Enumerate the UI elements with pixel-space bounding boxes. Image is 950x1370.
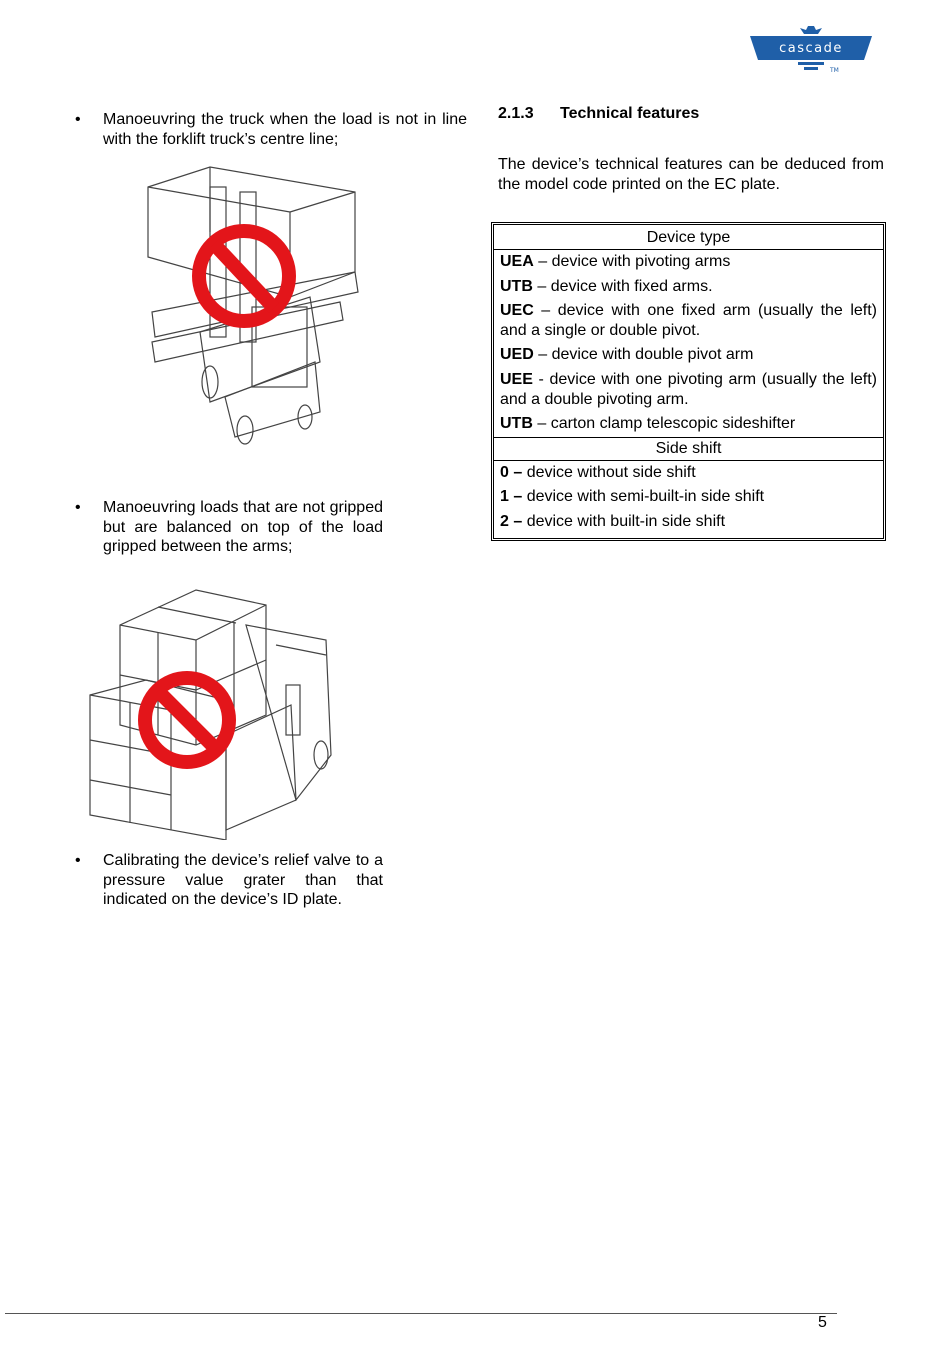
bullet-text: Calibrating the device’s relief valve to a pressure value grater than that indicated on the device’s ID plate. xyxy=(103,852,383,909)
misaligned-load-illustration xyxy=(140,162,370,447)
side-shift-header: Side shift xyxy=(494,437,883,461)
table-row xyxy=(494,461,883,486)
section-number: 2.1.3 xyxy=(498,105,534,122)
footer-rule xyxy=(5,1313,837,1314)
row-code: 1 xyxy=(500,488,509,506)
row-separator: – xyxy=(508,512,527,530)
row-desc: device with one fixed arm (usually the left) and a single or double pivot. xyxy=(500,302,877,339)
row-separator: – xyxy=(533,302,558,320)
row-separator: - xyxy=(532,370,550,388)
row-desc: device with double pivot arm xyxy=(551,346,754,364)
row-code: 0 xyxy=(500,463,509,481)
row-desc: device without side shift xyxy=(526,463,696,481)
row-code: UED xyxy=(500,346,534,364)
device-type-header: Device type xyxy=(494,225,883,250)
bullet-item-balanced-load xyxy=(75,498,383,557)
cascade-logo xyxy=(748,24,874,74)
section-title: Technical features xyxy=(560,105,700,122)
bullet-text: Manoeuvring loads that are not gripped but are balanced on top of the load gripped between the arms; xyxy=(103,499,383,556)
row-separator: – xyxy=(508,488,527,506)
row-desc: carton clamp telescopic sideshifter xyxy=(550,415,796,433)
table-row xyxy=(494,412,883,437)
row-separator: – xyxy=(533,253,552,270)
bullet-marker: • xyxy=(75,852,81,869)
row-code: UEA xyxy=(500,253,534,270)
row-code: UTB xyxy=(500,415,533,433)
row-code: UEE xyxy=(500,370,533,388)
row-code: 2 xyxy=(500,512,509,530)
bullet-item-relief-valve xyxy=(75,851,383,910)
row-separator: – xyxy=(508,463,527,481)
row-desc: device with one pivoting arm (usually the left) and a double pivoting arm. xyxy=(500,370,878,408)
table-row xyxy=(494,368,883,412)
bullet-marker: • xyxy=(75,111,81,128)
row-desc: device with built-in side shift xyxy=(526,512,726,530)
table-row xyxy=(494,485,883,510)
row-separator: – xyxy=(533,346,552,364)
balanced-load-illustration xyxy=(86,585,336,840)
row-desc: device with fixed arms. xyxy=(550,277,713,295)
bullet-item-misaligned-load xyxy=(75,110,467,149)
table-row xyxy=(494,275,883,300)
table-row xyxy=(494,510,883,538)
bullet-text: Manoeuvring the truck when the load is not in line with the forklift truck’s centre line; xyxy=(103,111,467,148)
row-desc: device with semi-built-in side shift xyxy=(526,488,765,506)
table-row xyxy=(494,343,883,368)
row-code: UEC xyxy=(500,302,534,320)
row-code: UTB xyxy=(500,277,533,295)
row-separator: – xyxy=(532,415,551,433)
row-separator: – xyxy=(532,277,551,295)
table-row xyxy=(494,250,883,275)
bullet-marker: • xyxy=(75,499,81,516)
svg-text:cascade: cascade xyxy=(779,41,843,56)
svg-text:TM: TM xyxy=(830,67,839,74)
section-intro: The device’s technical features can be deduced from the model code printed on the EC plate. xyxy=(498,156,884,193)
technical-features-table xyxy=(491,222,886,541)
page-number: 5 xyxy=(818,1314,827,1331)
table-row xyxy=(494,299,883,343)
row-desc: device with pivoting arms xyxy=(551,253,731,270)
